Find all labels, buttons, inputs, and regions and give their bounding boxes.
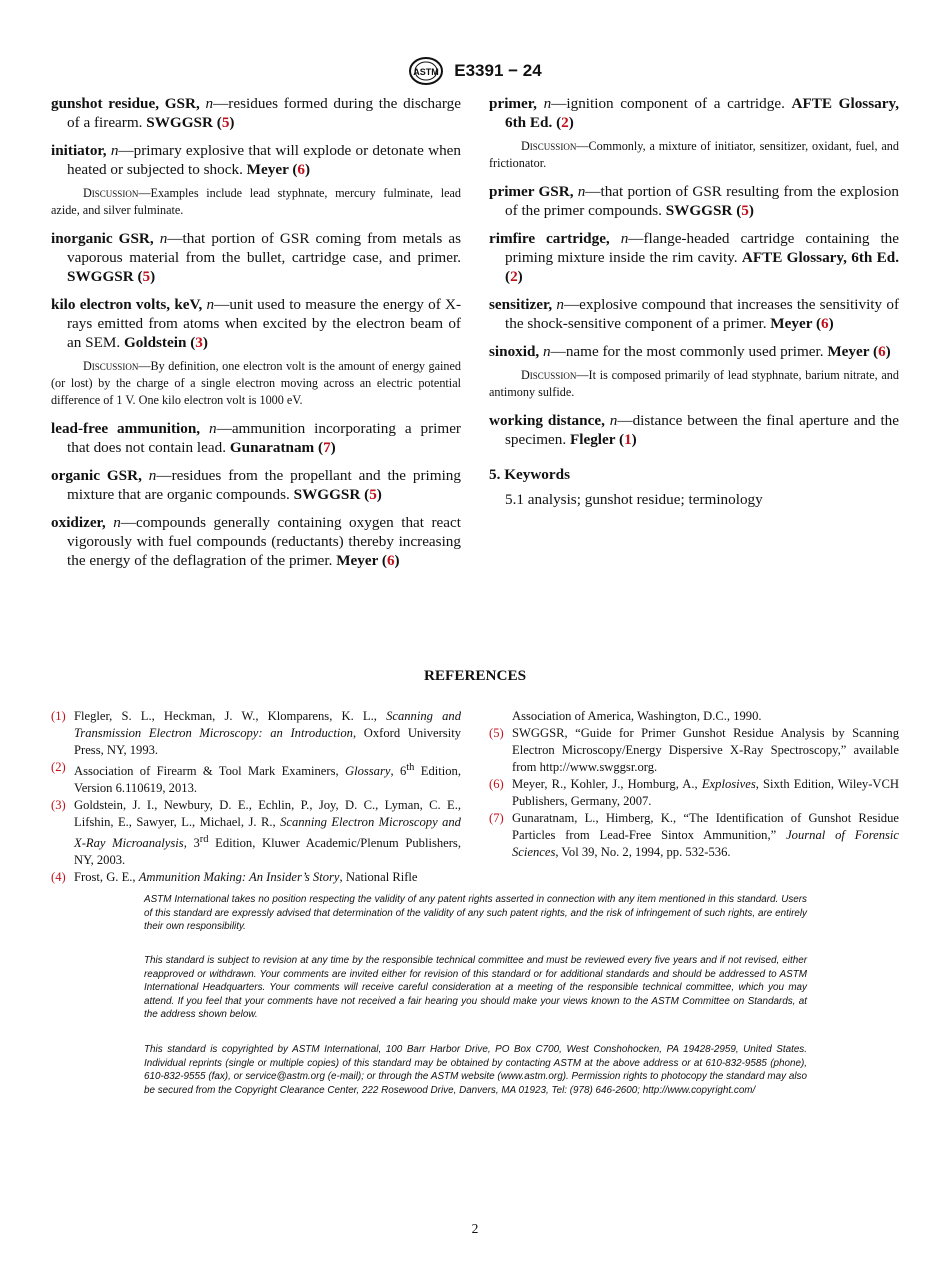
reference-item <box>489 810 899 861</box>
reference-title: Explosives <box>701 777 756 791</box>
definition-entry: organic GSR, n—residues from the propellant and the priming mixture that are organic compounds. SWGGSR (5) <box>51 467 461 503</box>
term: primer GSR, <box>489 183 574 200</box>
definition-entry: primer GSR, n—that portion of GSR resulting from the explosion of the primer compounds. SWGGSR (5) <box>489 183 899 219</box>
definition-text: —residues from the propellant and the priming mixture that are organic compounds. <box>67 467 461 503</box>
definition-text: —distance between the final aperture and the specimen. <box>505 412 899 448</box>
part-of-speech: n <box>206 296 215 313</box>
source-name: Meyer <box>246 161 289 178</box>
reference-item <box>51 797 461 869</box>
reference-link[interactable]: 5 <box>221 114 230 131</box>
definition-entry: initiator, n—primary explosive that will explode or detonate when heated or subjected to shock. Meyer (6) <box>51 142 461 178</box>
discussion-text: —Examples include lead styphnate, mercury fulminate, lead azide, and silver fulminate. <box>51 186 461 217</box>
definition-text: —unit used to measure the energy of X-rays emitted from atoms when excited by the electron beam of an SEM. <box>67 296 461 351</box>
definition-text: —residues formed during the discharge of a firearm. <box>67 95 461 131</box>
reference-item <box>51 759 461 797</box>
discussion-note <box>51 185 461 219</box>
reference-item <box>489 725 899 776</box>
astm-logo <box>408 56 444 86</box>
reference-text: Frost, G. E., <box>74 870 139 885</box>
term: kilo electron volts, keV, <box>51 296 203 313</box>
discussion-note <box>489 367 899 401</box>
reference-link[interactable]: 2 <box>510 268 518 285</box>
reference-text: Edition, Kluwer Academic/Plenum Publishers, NY, 2003. <box>74 836 461 868</box>
definition-text: —compounds generally containing oxygen that react vigorously with fuel compounds (reductants) thereby increasing the energy of the deflagration of the primer. <box>67 514 461 569</box>
reference-link[interactable]: 6 <box>821 315 829 332</box>
definition-entry: working distance, n—distance between the final aperture and the specimen. Flegler (1) <box>489 412 899 448</box>
reference-text: , 6 <box>390 764 407 779</box>
term: sensitizer, <box>489 296 553 313</box>
references-left-column <box>51 708 461 886</box>
source-name: Flegler <box>569 431 616 448</box>
discussion-label: Discussion <box>83 359 139 373</box>
reference-text: Edition, Version 6.110619, 2013. <box>74 764 461 796</box>
reference-link[interactable]: 5 <box>369 486 377 503</box>
left-column <box>51 94 461 579</box>
definition-text: —flange-headed cartridge containing the priming mixture inside the rim cavity. <box>505 230 899 266</box>
reference-text: SWGGSR, “Guide for Primer Gunshot Residue Analysis by Scanning Electron Microscopy/Energy Dispersive X-Ray Spectroscopy,” available from http://www.swggsr.org. <box>512 726 899 774</box>
part-of-speech: n <box>543 95 552 112</box>
references-right-column <box>489 708 899 861</box>
source-name: AFTE Glossary, 6th Ed. <box>741 249 900 266</box>
definition-text: —that portion of GSR resulting from the explosion of the primer compounds. <box>505 183 899 219</box>
reference-text: , Oxford University Press, NY, 1993. <box>74 726 461 757</box>
reference-item <box>489 776 899 810</box>
part-of-speech: n <box>113 514 121 531</box>
definition-entry: kilo electron volts, keV, n—unit used to measure the energy of X-rays emitted from atoms when excited by the electron beam of an SEM. Goldstein (3) <box>51 296 461 351</box>
footer-revision-notice: This standard is subject to revision at any time by the responsible technical committee and must be reviewed every five years and if not revised, either reapproved or withdrawn. Your comments are invited either for revision of this standard or for additional standards and should be addressed to ASTM International Headquarters. Your comments will receive careful consideration at a meeting of the responsible technical committee, which you may attend. If you feel that your comments have not received a fair hearing you should make your views known to the ASTM Committee on Standards, at the address shown below. <box>144 955 807 1021</box>
discussion-label: Discussion <box>521 139 577 153</box>
reference-number[interactable]: (2) <box>51 760 66 774</box>
reference-link[interactable]: 3 <box>195 334 203 351</box>
part-of-speech: n <box>110 142 119 159</box>
reference-number[interactable]: (7) <box>489 811 504 825</box>
part-of-speech: n <box>556 296 564 313</box>
part-of-speech: n <box>148 467 157 484</box>
source-name: Goldstein <box>123 334 187 351</box>
discussion-note <box>489 138 899 172</box>
definition-entry: oxidizer, n—compounds generally containing oxygen that react vigorously with fuel compounds (reductants) thereby increasing the energy of the deflagration of the primer. Meyer (6) <box>51 514 461 569</box>
references-title: REFERENCES <box>423 667 527 684</box>
reference-link[interactable]: 5 <box>741 202 749 219</box>
definition-entry: sensitizer, n—explosive compound that increases the sensitivity of the shock-sensitive component of a primer. Meyer (6) <box>489 296 900 332</box>
source-name: SWGGSR <box>67 268 134 285</box>
term: rimfire cartridge, <box>489 230 610 247</box>
reference-title: Glossary <box>344 764 391 779</box>
part-of-speech: n <box>159 230 168 247</box>
term: lead-free ammunition, <box>51 420 201 437</box>
discussion-label: Discussion <box>521 368 577 382</box>
definition-entry: primer, n—ignition component of a cartridge. AFTE Glossary, 6th Ed. (2) <box>489 95 900 131</box>
reference-number[interactable]: (6) <box>489 777 504 791</box>
definition-text: —explosive compound that increases the sensitivity of the shock-sensitive component of a primer. <box>505 296 900 332</box>
reference-number[interactable]: (1) <box>51 709 66 723</box>
keywords-heading: 5. Keywords <box>489 466 570 483</box>
definition-text: —ammunition incorporating a primer that does not contain lead. <box>67 420 461 456</box>
source-name: Meyer <box>770 315 813 332</box>
right-column <box>489 94 899 509</box>
term: organic GSR, <box>51 467 142 484</box>
definition-entry: rimfire cartridge, n—flange-headed cartridge containing the priming mixture inside the rim cavity. AFTE Glossary, 6th Ed. (2) <box>489 230 900 285</box>
reference-text: , Sixth Edition, Wiley-VCH Publishers, Germany, 2007. <box>512 777 899 808</box>
reference-link[interactable]: 6 <box>878 343 886 360</box>
reference-link[interactable]: 5 <box>142 268 151 285</box>
term: sinoxid, <box>489 343 540 360</box>
reference-link[interactable]: 2 <box>561 114 569 131</box>
term: oxidizer, <box>51 514 106 531</box>
source-name: SWGGSR <box>146 114 213 131</box>
definition-text: —that portion of GSR coming from metals as vaporous material from the bullet, cartridge case, and primer. <box>67 230 462 266</box>
discussion-note <box>51 358 461 409</box>
reference-text: , 3 <box>183 836 200 851</box>
reference-title: Scanning and Transmission Electron Microscopy: an Introduction <box>74 709 461 740</box>
source-name: Meyer <box>827 343 870 360</box>
source-name: AFTE Glossary, 6th Ed. <box>505 95 900 131</box>
definition-entry: lead-free ammunition, n—ammunition incorporating a primer that does not contain lead. Gunaratnam (7) <box>51 420 461 456</box>
term: gunshot residue, GSR, <box>51 95 200 112</box>
discussion-text: —It is composed primarily of lead styphnate, barium nitrate, and antimony sulfide. <box>489 368 899 399</box>
term: initiator, <box>51 142 107 159</box>
reference-text: , Vol 39, No. 2, 1994, pp. 532-536. <box>555 845 731 859</box>
document-id: E3391 − 24 <box>454 61 542 80</box>
reference-title: Journal of Forensic Sciences <box>512 828 899 859</box>
reference-text: , National Rifle <box>339 870 418 885</box>
logo-text: ASTM <box>413 67 440 77</box>
reference-text: Association of Firearm & Tool Mark Examiners, <box>74 764 345 779</box>
definition-entry: sinoxid, n—name for the most commonly used primer. Meyer (6) <box>489 343 891 360</box>
part-of-speech: n <box>577 183 586 200</box>
reference-number[interactable]: (3) <box>51 798 66 813</box>
reference-link[interactable]: 7 <box>323 439 331 456</box>
reference-text: Meyer, R., Kohler, J., Homburg, A., <box>512 777 702 791</box>
keywords-text: 5.1 analysis; gunshot residue; terminology <box>505 491 763 508</box>
reference-text: Gunaratnam, L., Himberg, K., “The Identification of Gunshot Residue Particles from Lead-Free Sintox Ammunition,” <box>512 811 899 842</box>
footer-copyright-notice: This standard is copyrighted by ASTM International, 100 Barr Harbor Drive, PO Box C700, West Conshohocken, PA 19428-2959, United States. Individual reprints (single or multiple copies) of this standard may be obtained by contacting ASTM at the above address or at 610-832-9585 (phone), 610-832-9555 (fax), or service@astm.org (e-mail); or through the ASTM website (www.astm.org). Permission rights to photocopy the standard may also be secured from the Copyright Clearance Center, 222 Rosewood Drive, Danvers, MA 01923, Tel: (978) 646-2600; http://www.copyright.com/ <box>144 1044 807 1096</box>
footer-patent-notice: ASTM International takes no position respecting the validity of any patent rights asserted in connection with any item mentioned in this standard. Users of this standard are expressly advised that determination of the validity of any such patent rights, and the risk of infringement of such rights, are entirely their own responsibility. <box>144 894 807 933</box>
part-of-speech: n <box>209 420 217 437</box>
definition-entry: inorganic GSR, n—that portion of GSR coming from metals as vaporous material from the bullet, cartridge case, and primer. SWGGSR (5) <box>51 230 462 285</box>
page-header <box>0 56 950 86</box>
definition-text: —ignition component of a cartridge. <box>551 95 792 112</box>
term: working distance, <box>489 412 605 429</box>
definition-text: —name for the most commonly used primer. <box>550 343 828 360</box>
reference-sup: th <box>406 762 415 773</box>
reference-number[interactable]: (4) <box>51 870 66 885</box>
discussion-label: Discussion <box>83 186 139 200</box>
part-of-speech: n <box>609 412 618 429</box>
reference-item <box>51 708 461 759</box>
source-name: SWGGSR <box>665 202 733 219</box>
page-number: 2 <box>471 1221 479 1236</box>
reference-text: Flegler, S. L., Heckman, J. W., Klomparens, K. L., <box>74 709 387 723</box>
reference-item <box>51 869 461 886</box>
term: primer, <box>489 95 537 112</box>
part-of-speech: n <box>543 343 551 360</box>
definition-text: —primary explosive that will explode or detonate when heated or subjected to shock. <box>67 142 461 178</box>
reference-sup: rd <box>199 834 209 846</box>
reference-title: Ammunition Making: An Insider’s Story <box>138 870 340 885</box>
reference-link[interactable]: 6 <box>297 161 306 178</box>
reference-link[interactable]: 6 <box>386 552 395 569</box>
reference-link[interactable]: 1 <box>624 431 632 448</box>
reference-text: Goldstein, J. I., Newbury, D. E., Echlin, P., Joy, D. C., Lyman, C. E., Lifshin, E., Sawyer, L., Michael, J. R., <box>74 798 461 830</box>
source-name: Meyer <box>336 552 379 569</box>
source-name: Gunaratnam <box>229 439 315 456</box>
reference-number[interactable]: (5) <box>489 726 504 740</box>
discussion-text: —Commonly, a mixture of initiator, sensitizer, oxidant, fuel, and frictionator. <box>489 139 899 170</box>
part-of-speech: n <box>205 95 214 112</box>
part-of-speech: n <box>620 230 629 247</box>
definition-entry: gunshot residue, GSR, n—residues formed during the discharge of a firearm. SWGGSR (5) <box>51 95 461 131</box>
reference-continuation: Association of America, Washington, D.C., 1990. <box>512 709 762 723</box>
discussion-text: —By definition, one electron volt is the amount of energy gained (or lost) by the charge of a single electron moving across an electric potential difference of 1 V. One kilo electron volt is 1000 eV. <box>51 359 461 407</box>
term: inorganic GSR, <box>51 230 154 247</box>
source-name: SWGGSR <box>293 486 361 503</box>
reference-title: Scanning Electron Microscopy and X-Ray Microanalysis <box>74 815 461 851</box>
